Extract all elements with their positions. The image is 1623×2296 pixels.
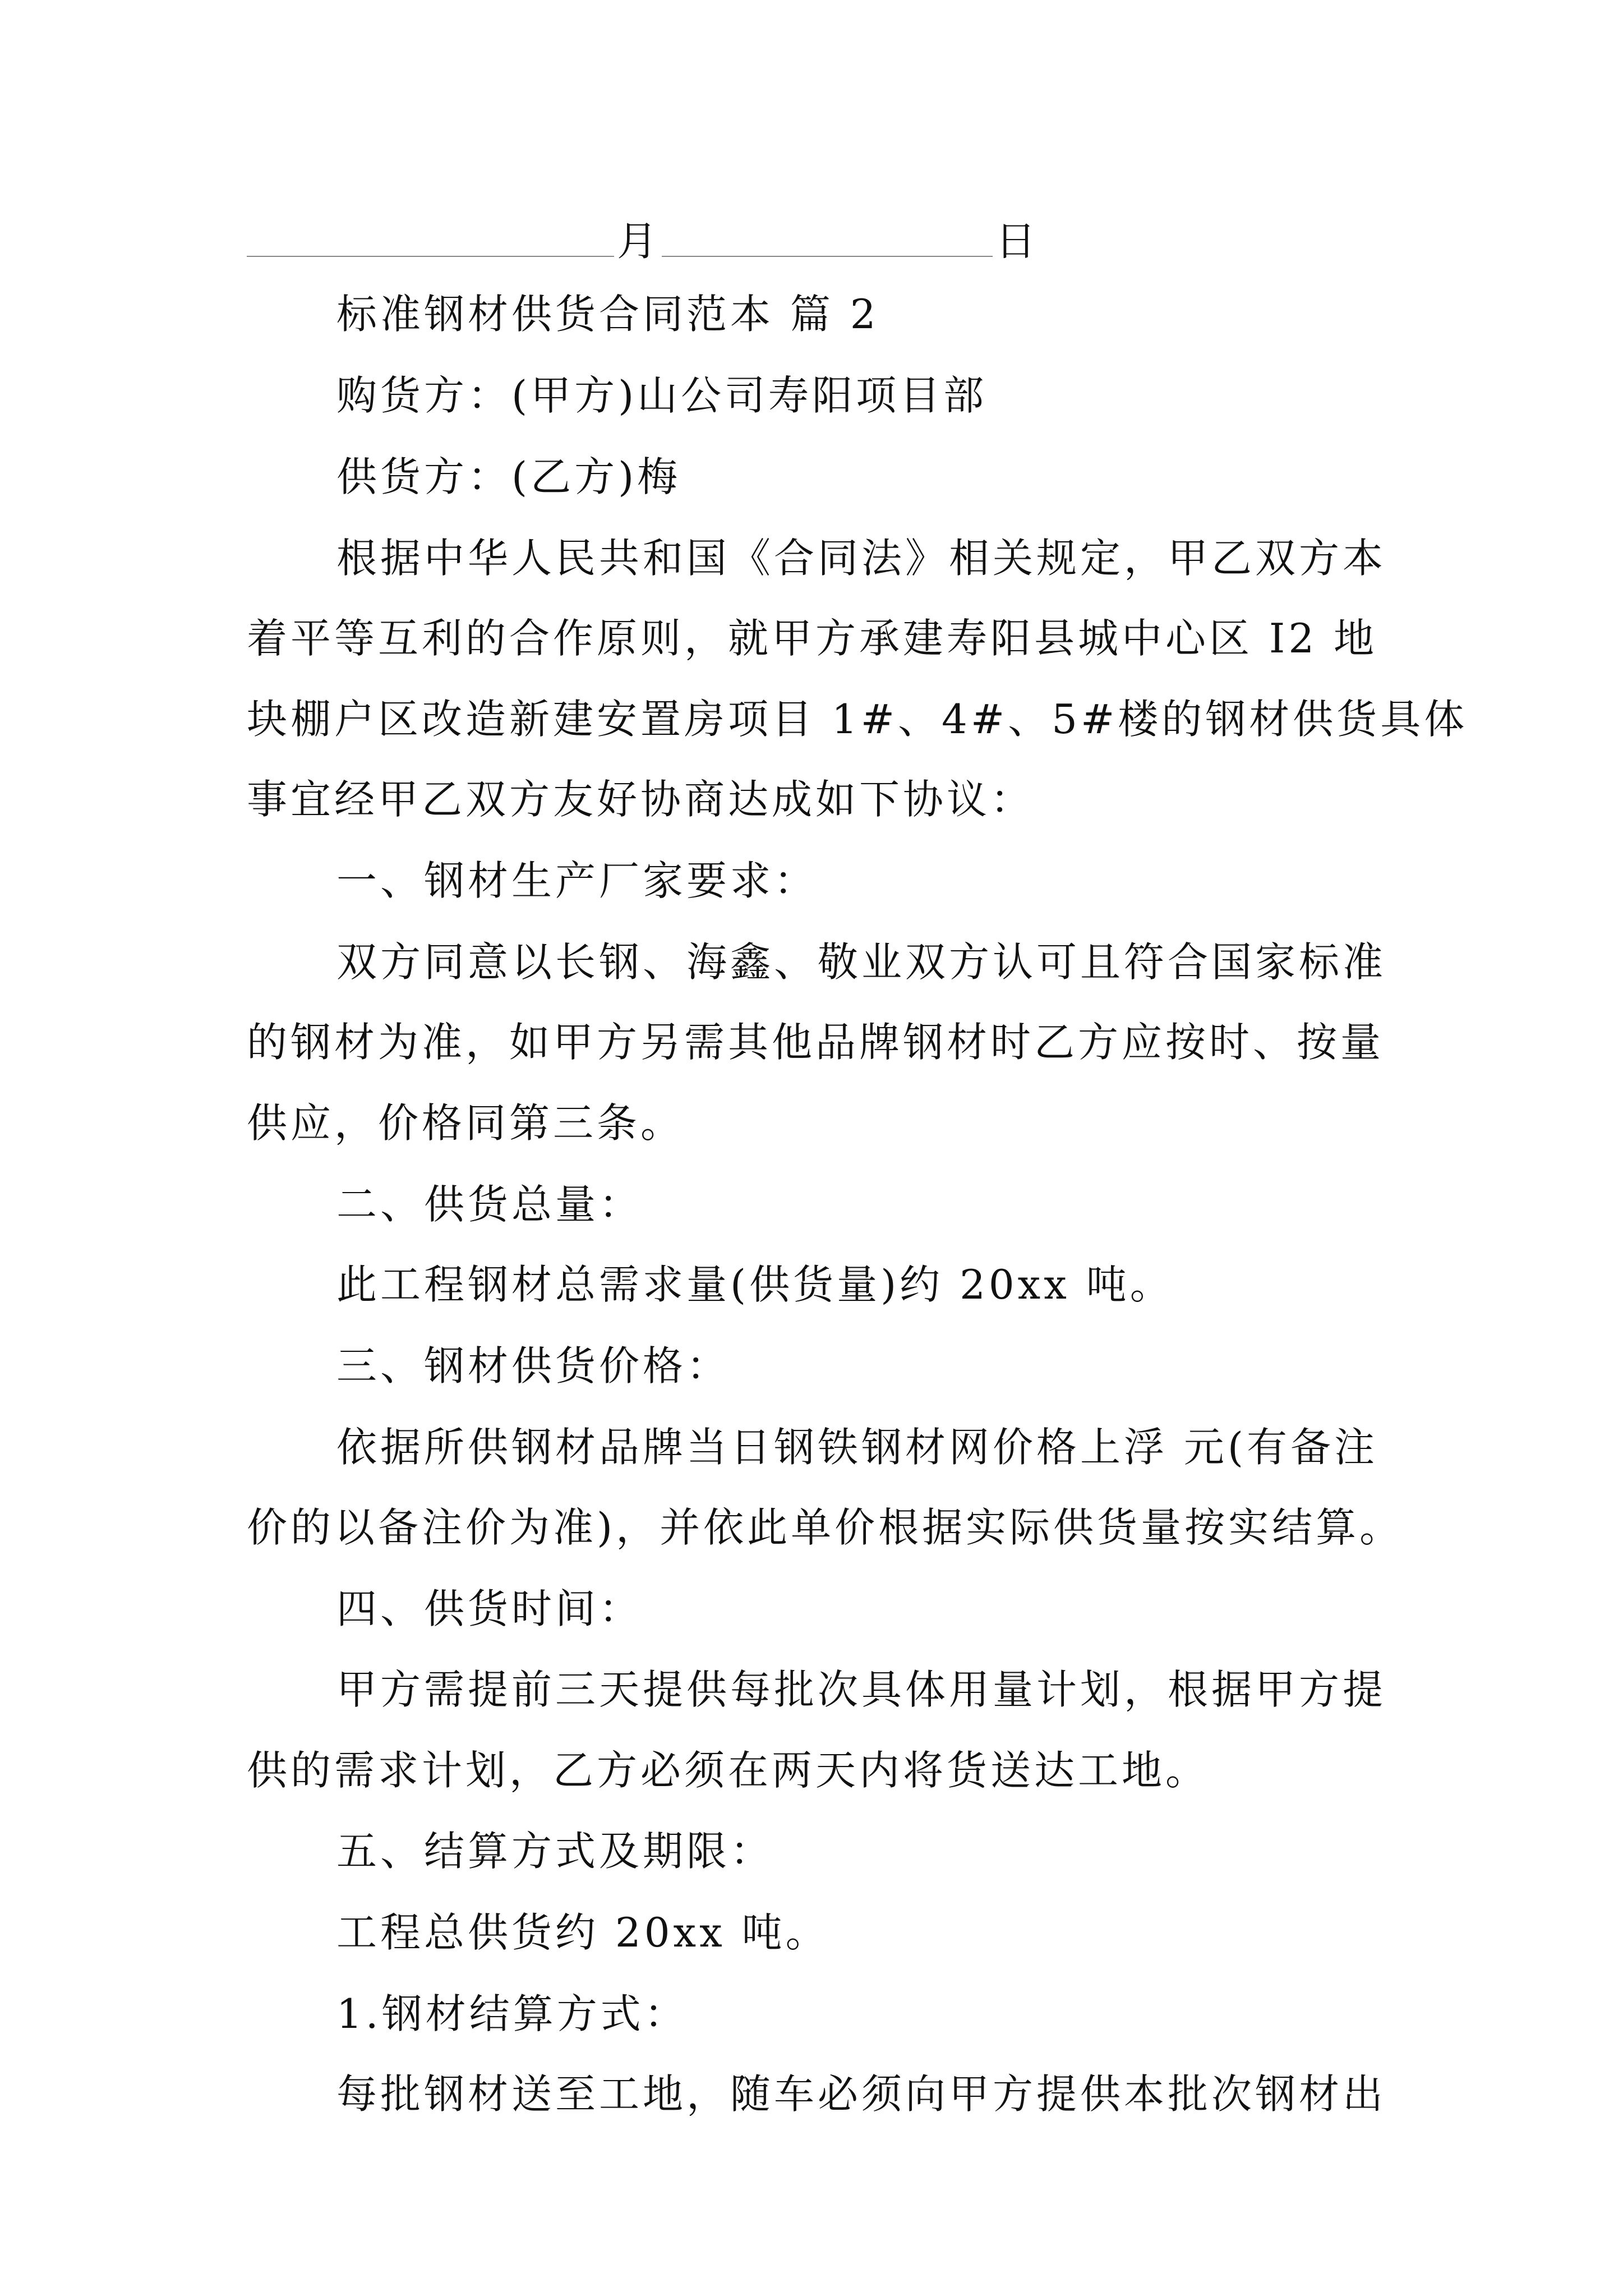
day-char: 日 [995,218,1036,265]
section-3-line-1: 依据所供钢材品牌当日钢铁钢材网价格上浮 元(有备注 [336,1424,1378,1471]
intro-line-4: 事宜经甲乙双方友好协商达成如下协议： [247,776,1035,823]
section-1-line-2: 的钢材为准，如甲方另需其他品牌钢材时乙方应按时、按量 [247,1019,1385,1066]
intro-line-3: 块棚户区改造新建安置房项目 1#、4#、5#楼的钢材供货具体 [247,696,1468,743]
section-3-title: 三、钢材供货价格： [336,1342,731,1389]
supplier-line: 供货方：(乙方)梅 [336,453,681,500]
section-5-1-title: 1.钢材结算方式： [336,1990,688,2037]
section-5-title: 五、结算方式及期限： [336,1828,774,1875]
section-4-line-1: 甲方需提前三天提供每批次具体用量计划，根据甲方提 [336,1666,1387,1713]
year-blank [247,256,614,257]
date-signature-line [247,213,1036,269]
section-2-title: 二、供货总量： [336,1181,643,1228]
section-1-title: 一、钢材生产厂家要求： [336,857,818,904]
section-4-line-2: 供的需求计划，乙方必须在两天内将货送达工地。 [247,1747,1210,1794]
section-3-line-2: 价的以备注价为准)，并依此单价根据实际供货量按实结算。 [247,1504,1404,1551]
section-4-title: 四、供货时间： [336,1585,643,1632]
intro-line-2: 着平等互利的合作原则，就甲方承建寿阳县城中心区 I2 地 [247,615,1378,662]
month-blank [662,256,993,257]
contract-heading: 标准钢材供货合同范本 篇 2 [336,291,879,338]
section-1-line-3: 供应，价格同第三条。 [247,1099,685,1147]
section-5-1-body: 每批钢材送至工地，随车必须向甲方提供本批次钢材出 [336,2070,1387,2118]
month-char: 月 [617,218,658,265]
section-2-body: 此工程钢材总需求量(供货量)约 20xx 吨。 [336,1261,1174,1308]
section-5-body: 工程总供货约 20xx 吨。 [336,1909,829,1956]
buyer-line: 购货方：(甲方)山公司寿阳项目部 [336,372,988,419]
section-1-line-1: 双方同意以长钢、海鑫、敬业双方认可且符合国家标准 [336,938,1387,986]
intro-line-1: 根据中华人民共和国《合同法》相关规定，甲乙双方本 [336,535,1387,582]
